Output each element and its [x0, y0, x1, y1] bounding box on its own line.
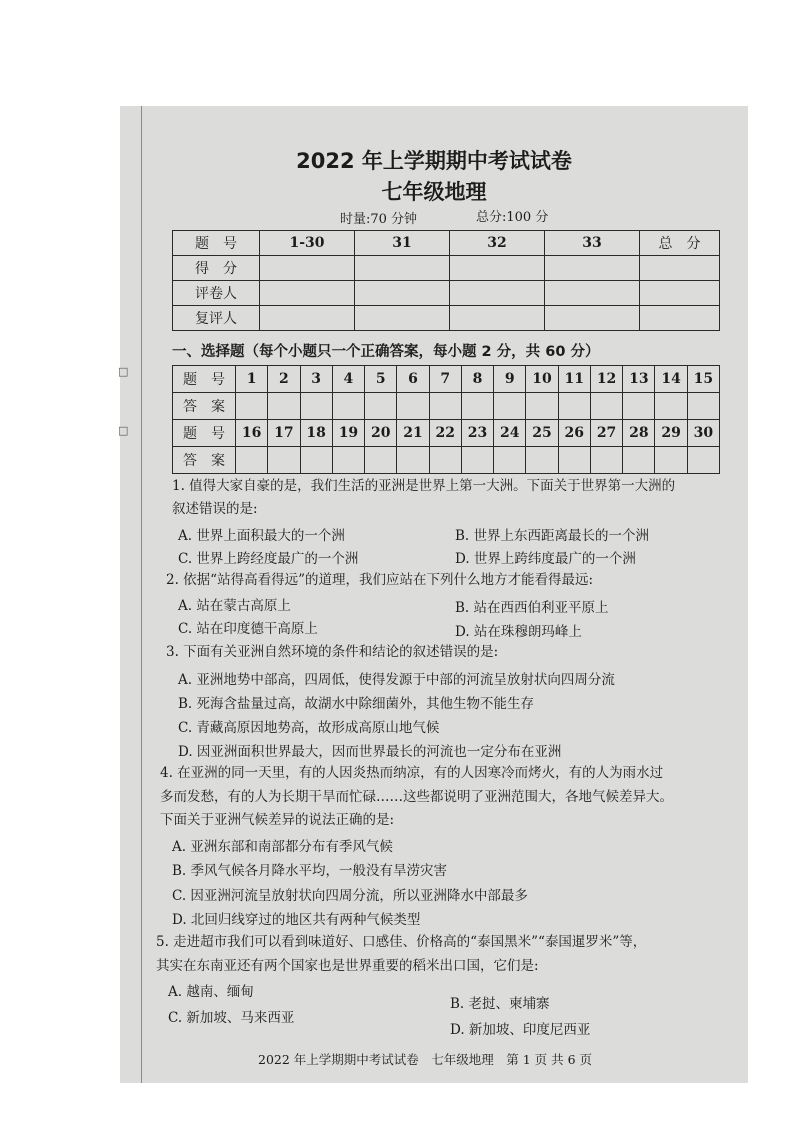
question-4-cont: 多而发愁，有的人为长期干旱而忙碌……这些都说明了亚洲范围大，各地气候差异大。: [160, 789, 673, 805]
question-number-cell: 3: [300, 366, 332, 393]
answer-cell[interactable]: [526, 393, 558, 420]
score-cell[interactable]: [545, 281, 640, 306]
q5-option-c: C. 新加坡、马来西亚: [168, 1010, 295, 1026]
answer-cell[interactable]: [332, 447, 364, 474]
q5-option-b: B. 老挝、柬埔寨: [450, 996, 550, 1012]
answer-cell[interactable]: [300, 447, 332, 474]
q3-option-c: C. 青藏高原因地势高，故形成高原山地气候: [178, 720, 440, 736]
question-number-cell: 5: [365, 366, 397, 393]
question-number-cell: 7: [429, 366, 461, 393]
question-number-cell: 14: [655, 366, 687, 393]
score-cell[interactable]: [355, 306, 450, 331]
margin-mark: □: [118, 424, 129, 437]
score-row-label: 得 分: [173, 256, 260, 281]
question-number-cell: 28: [623, 420, 655, 447]
question-number-cell: 9: [494, 366, 526, 393]
answer-cell[interactable]: [687, 393, 719, 420]
question-number-cell: 20: [365, 420, 397, 447]
q4-option-a: A. 亚洲东部和南部都分布有季风气候: [172, 839, 393, 855]
question-number-cell: 19: [332, 420, 364, 447]
margin-mark: □: [118, 365, 129, 378]
score-cell[interactable]: [545, 306, 640, 331]
q2-option-b: B. 站在西西伯利亚平原上: [455, 600, 609, 616]
q4-option-b: B. 季风气候各月降水平均，一般没有旱涝灾害: [172, 863, 448, 879]
score-cell[interactable]: [260, 281, 355, 306]
answer-cell[interactable]: [268, 393, 300, 420]
question-number-cell: 6: [397, 366, 429, 393]
question-number-cell: 22: [429, 420, 461, 447]
q1-option-a: A. 世界上面积最大的一个洲: [178, 528, 345, 544]
score-row-label: 复评人: [173, 306, 260, 331]
score-cell[interactable]: [450, 281, 545, 306]
answer-cell[interactable]: [236, 447, 268, 474]
question-number-cell: 24: [494, 420, 526, 447]
question-number-cell: 30: [687, 420, 719, 447]
answer-cell[interactable]: [461, 447, 493, 474]
question-number-cell: 8: [461, 366, 493, 393]
score-header: 33: [545, 231, 640, 256]
question-1: 1. 值得大家自豪的是，我们生活的亚洲是世界上第一大洲。下面关于世界第一大洲的: [172, 478, 676, 494]
answer-cell[interactable]: [300, 393, 332, 420]
question-5-cont: 其实在东南亚还有两个国家也是世界重要的稻米出口国，它们是:: [156, 958, 539, 974]
q2-option-c: C. 站在印度德干高原上: [178, 621, 318, 637]
answer-cell[interactable]: [332, 393, 364, 420]
answer-cell[interactable]: [655, 393, 687, 420]
answer-cell[interactable]: [494, 447, 526, 474]
page-footer: 2022 年上学期期中考试试卷 七年级地理 第 1 页 共 6 页: [258, 1052, 593, 1067]
question-number-cell: 16: [236, 420, 268, 447]
answer-cell[interactable]: [397, 393, 429, 420]
answer-row-label: 题 号: [173, 420, 236, 447]
binding-line: [141, 106, 142, 1083]
exam-subtitle: 七年级地理: [381, 180, 487, 204]
answer-row-label: 答 案: [173, 393, 236, 420]
answer-cell[interactable]: [365, 447, 397, 474]
section-heading: 一、选择题（每个小题只一个正确答案，每小题 2 分，共 60 分）: [172, 344, 600, 360]
score-header: 31: [355, 231, 450, 256]
q5-option-d: D. 新加坡、印度尼西亚: [450, 1022, 591, 1038]
question-1-cont: 叙述错误的是:: [172, 501, 258, 517]
question-number-cell: 10: [526, 366, 558, 393]
q3-option-b: B. 死海含盐量过高，故湖水中除细菌外，其他生物不能生存: [178, 696, 535, 712]
question-2: 2. 依据“站得高看得远”的道理，我们应站在下列什么地方才能看得最远:: [166, 572, 594, 588]
score-row-label: 评卷人: [173, 281, 260, 306]
question-number-cell: 12: [590, 366, 622, 393]
score-cell[interactable]: [640, 256, 720, 281]
answer-row-label: 题 号: [173, 366, 236, 393]
answer-cell[interactable]: [687, 447, 719, 474]
q3-option-a: A. 亚洲地势中部高，四周低，使得发源于中部的河流呈放射状向四周分流: [178, 672, 615, 688]
answer-cell[interactable]: [590, 393, 622, 420]
question-number-cell: 13: [623, 366, 655, 393]
question-number-cell: 4: [332, 366, 364, 393]
question-number-cell: 15: [687, 366, 719, 393]
q4-option-d: D. 北回归线穿过的地区共有两种气候类型: [172, 912, 421, 928]
score-cell[interactable]: [355, 256, 450, 281]
question-number-cell: 27: [590, 420, 622, 447]
score-header: 总 分: [640, 231, 720, 256]
exam-title: 2022 年上学期期中考试试卷: [296, 149, 572, 173]
score-cell[interactable]: [260, 256, 355, 281]
question-5: 5. 走进超市我们可以看到味道好、口感佳、价格高的“泰国黑米”“泰国暹罗米”等，: [156, 934, 647, 950]
score-table: [172, 230, 720, 331]
score-cell[interactable]: [545, 256, 640, 281]
score-cell[interactable]: [450, 256, 545, 281]
question-3: 3. 下面有关亚洲自然环境的条件和结论的叙述错误的是:: [166, 644, 499, 660]
total-label: 总分:100 分: [476, 210, 549, 225]
answer-cell[interactable]: [429, 447, 461, 474]
answer-cell[interactable]: [558, 393, 590, 420]
q5-option-a: A. 越南、缅甸: [168, 984, 254, 1000]
question-number-cell: 23: [461, 420, 493, 447]
q3-option-d: D. 因亚洲面积世界最大，因而世界最长的河流也一定分布在亚洲: [178, 744, 562, 760]
answer-table: [172, 365, 720, 474]
score-cell[interactable]: [640, 281, 720, 306]
question-number-cell: 21: [397, 420, 429, 447]
q2-option-d: D. 站在珠穆朗玛峰上: [455, 624, 582, 640]
question-number-cell: 11: [558, 366, 590, 393]
score-cell[interactable]: [355, 281, 450, 306]
answer-cell[interactable]: [461, 393, 493, 420]
question-number-cell: 18: [300, 420, 332, 447]
answer-cell[interactable]: [365, 393, 397, 420]
answer-cell[interactable]: [429, 393, 461, 420]
question-number-cell: 2: [268, 366, 300, 393]
q1-option-c: C. 世界上跨经度最广的一个洲: [178, 551, 359, 567]
time-label: 时量:70 分钟: [340, 212, 418, 227]
question-number-cell: 17: [268, 420, 300, 447]
question-number-cell: 25: [526, 420, 558, 447]
q1-option-d: D. 世界上跨纬度最广的一个洲: [455, 551, 636, 567]
q1-option-b: B. 世界上东西距离最长的一个洲: [455, 528, 650, 544]
question-number-cell: 26: [558, 420, 590, 447]
answer-cell[interactable]: [623, 393, 655, 420]
answer-cell[interactable]: [623, 447, 655, 474]
score-header: 1-30: [260, 231, 355, 256]
answer-cell[interactable]: [558, 447, 590, 474]
question-number-cell: 1: [236, 366, 268, 393]
answer-cell[interactable]: [494, 393, 526, 420]
score-header: 题 号: [173, 231, 260, 256]
question-4: 4. 在亚洲的同一天里，有的人因炎热而纳凉，有的人因寒冷而烤火，有的人为雨水过: [160, 765, 664, 781]
score-cell[interactable]: [450, 306, 545, 331]
answer-cell[interactable]: [397, 447, 429, 474]
q2-option-a: A. 站在蒙古高原上: [178, 598, 291, 614]
question-number-cell: 29: [655, 420, 687, 447]
q4-option-c: C. 因亚洲河流呈放射状向四周分流，所以亚洲降水中部最多: [172, 888, 528, 904]
question-4-cont: 下面关于亚洲气候差异的说法正确的是:: [160, 812, 395, 828]
score-cell[interactable]: [260, 306, 355, 331]
score-cell[interactable]: [640, 306, 720, 331]
answer-cell[interactable]: [268, 447, 300, 474]
answer-cell[interactable]: [590, 447, 622, 474]
answer-cell[interactable]: [236, 393, 268, 420]
score-header: 32: [450, 231, 545, 256]
answer-row-label: 答 案: [173, 447, 236, 474]
answer-cell[interactable]: [655, 447, 687, 474]
answer-cell[interactable]: [526, 447, 558, 474]
